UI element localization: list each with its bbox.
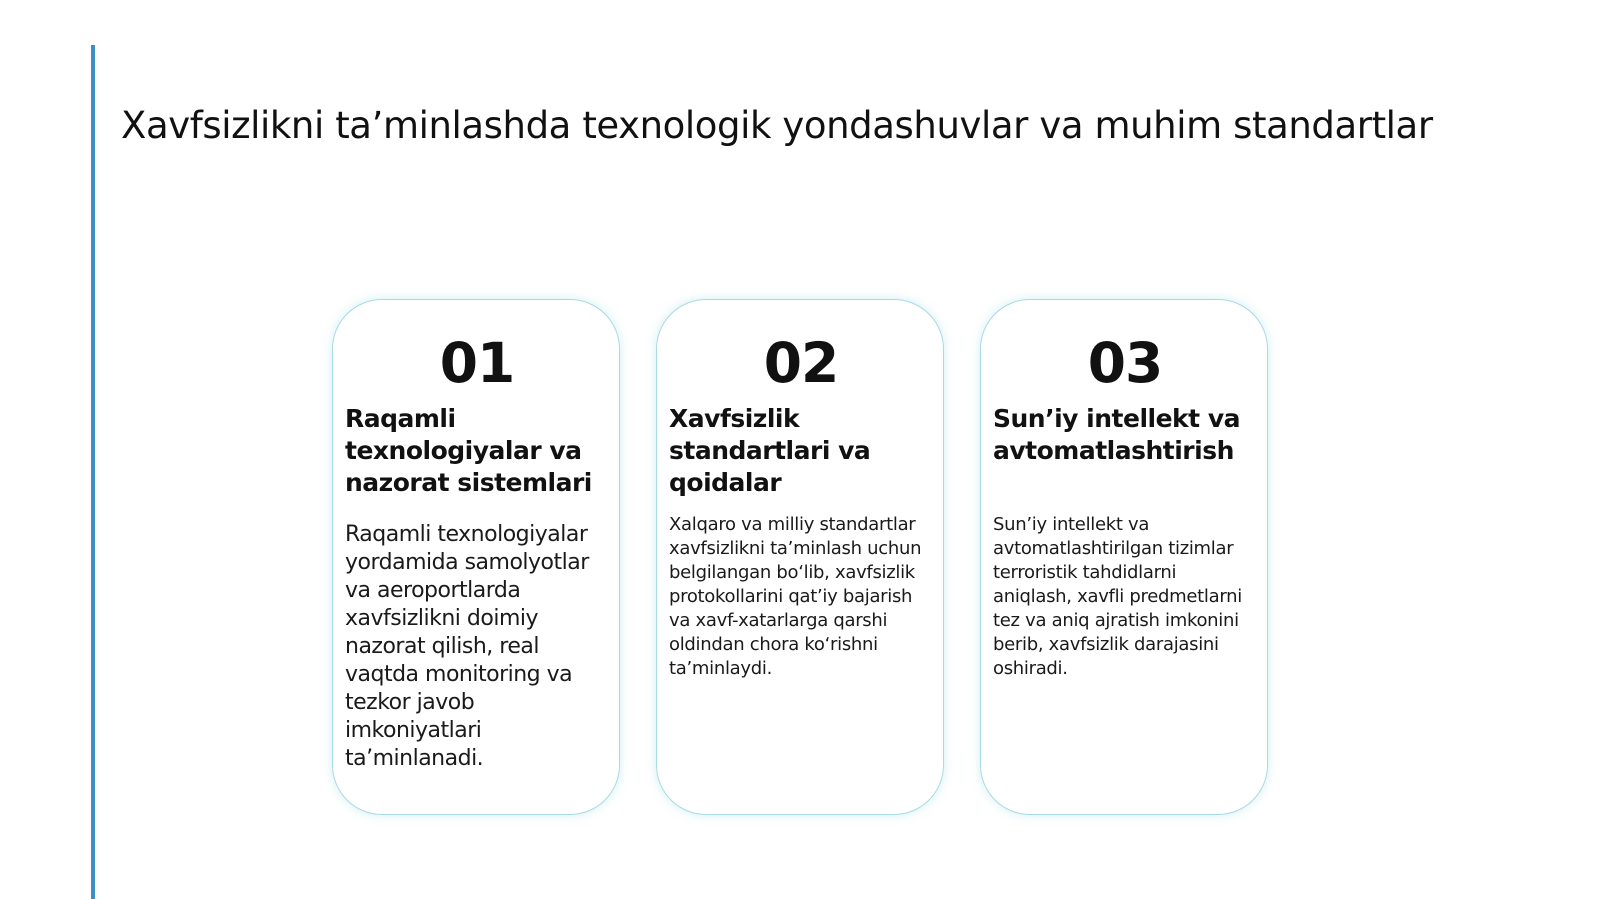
card-body: Sun’iy intellekt va avtomatlashtirilgan tizimlar terroristik tahdidlarni aniqlash, xavfli predmetlarni tez va aniq ajratish imkonini berib, xavfsizlik darajasini oshiradi.: [993, 514, 1242, 679]
card-number: 01: [439, 331, 515, 395]
card-heading: Sun’iy intellekt va avtomatlashtirish: [993, 404, 1240, 465]
card-1: [332, 299, 620, 815]
card-number: 03: [1087, 331, 1163, 395]
card-body: Xalqaro va milliy standartlar xavfsizlikni ta’minlash uchun belgilangan bo‘lib, xavfsizlik protokollarini qat’iy bajarish va xavf-xatarlarga qarshi oldindan chora ko‘rishni ta’minlaydi.: [669, 514, 922, 679]
card-2: [656, 299, 944, 815]
card-heading: Xavfsizlik standartlari va qoidalar: [669, 404, 871, 497]
accent-bar: [91, 45, 95, 899]
card-heading: Raqamli texnologiyalar va nazorat sistemlari: [345, 404, 592, 497]
card-number: 02: [763, 331, 839, 395]
card-body: Raqamli texnologiyalar yordamida samolyotlar va aeroportlarda xavfsizlikni doimiy nazorat qilish, real vaqtda monitoring va tezkor javob imkoniyatlari ta’minlanadi.: [345, 522, 589, 771]
card-3: [980, 299, 1268, 815]
slide-title: Xavfsizlikni ta’minlashda texnologik yondashuvlar va muhim standartlar: [121, 104, 1433, 147]
cards-row: [332, 299, 1268, 815]
